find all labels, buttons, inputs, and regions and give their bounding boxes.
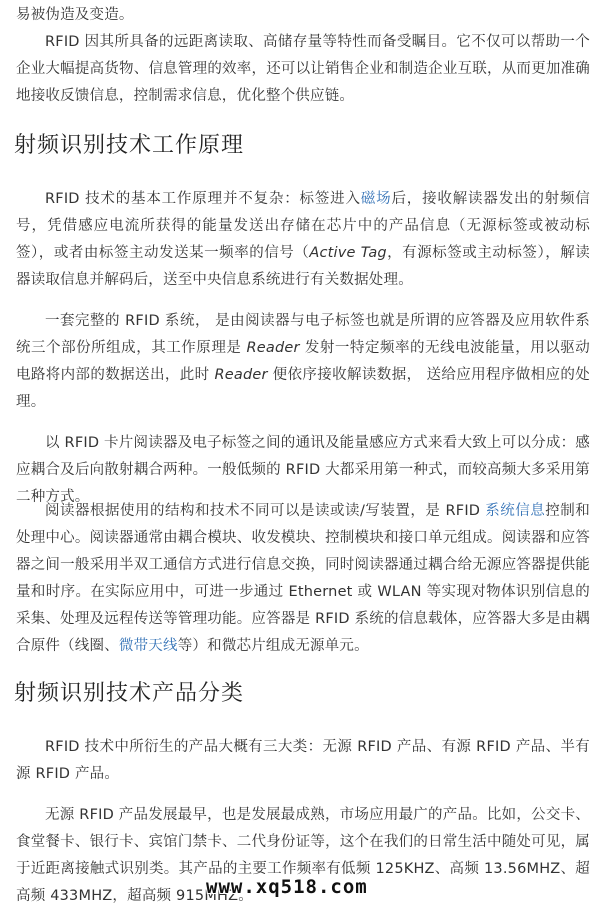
principle-text-b: 后，接收解读器发出的射频信号，凭借感应电流所获得的能量发送出存储在芯片中的产品信息（无源标签或被动标签），或者由标签主动发送某一频率的信号（: [16, 191, 590, 261]
principle-text-c: ，有源标签或主动标签），解读器读取信息并解码后，送至中央信息系统进行有关数据处理。: [16, 245, 590, 288]
reader-text-c: 等）和微芯片组成无源单元。: [177, 638, 369, 654]
heading-working-principle: 射频识别技术工作原理: [14, 133, 245, 158]
link-magnetic-field[interactable]: 磁场: [360, 191, 392, 207]
paragraph-rfid-features: RFID 因其所具备的远距离读取、高储存量等特性而备受瞩目。它不仅可以帮助一个企业大幅提高货物、信息管理的效率，还可以让销售企业和制造企业互联，从而更加准确地接收反馈信息，控制需求信息，优化整个供应链。: [16, 34, 590, 104]
paragraph-passive-rfid: 无源 RFID 产品发展最早，也是发展最成熟，市场应用最广的产品。比如，公交卡、食堂餐卡、银行卡、宾馆门禁卡、二代身份证等，这个在我们的日常生活中随处可见，属于近距离接触式识别类。其产品的主要工作频率有低频 125KHZ、高频 13.56MHZ、超高频 433MHZ，超高频 915MHZ。: [16, 807, 590, 904]
link-microstrip-antenna[interactable]: 微带天线: [118, 638, 178, 654]
link-system-info[interactable]: 系统信息: [485, 503, 546, 519]
system-text-b: 发射一特定频率的无线电波能量，用以驱动电路将内部的数据送出，此时: [16, 340, 591, 383]
principle-active-tag: Active Tag: [309, 245, 387, 261]
principle-text-a: RFID 技术的基本工作原理并不复杂：标签进入: [45, 191, 361, 207]
paragraph-product-types: RFID 技术中所衍生的产品大概有三大类：无源 RFID 产品、有源 RFID 产品、半有源 RFID 产品。: [16, 739, 590, 782]
paragraph-basic-principle: [16, 186, 590, 294]
system-text-a: 一套完整的 RFID 系统， 是由阅读器与电子标签也就是所谓的应答器及应用软件系统三个部份所组成，其工作原理是: [16, 313, 590, 356]
paragraph-intro-tail: 易被伪造及变造。: [16, 7, 134, 23]
system-reader-1: Reader: [246, 340, 300, 356]
paragraph-complete-system: [16, 308, 590, 416]
system-text-c: 便依序接收解读数据， 送给应用程序做相应的处理。: [16, 367, 590, 410]
heading-product-classification: 射频识别技术产品分类: [14, 681, 245, 706]
reader-text-a: 阅读器根据使用的结构和技术不同可以是读或读/写装置，是 RFID: [45, 503, 486, 519]
paragraph-coupling: 以 RFID 卡片阅读器及电子标签之间的通讯及能量感应方式来看大致上可以分成：感应耦合及后向散射耦合两种。一般低频的 RFID 大都采用第一种式，而较高频大多采用第二种方式。: [16, 435, 590, 505]
site-watermark: www.xq518.com: [206, 876, 368, 898]
paragraph-reader-structure: [16, 498, 590, 660]
system-reader-2: Reader: [214, 367, 268, 383]
reader-text-b: 控制和处理中心。阅读器通常由耦合模块、收发模块、控制模块和接口单元组成。阅读器和应答器之间一般采用半双工通信方式进行信息交换，同时阅读器通过耦合给无源应答器提供能量和时序。在实际应用中，可进一步通过 Ethernet 或 WLAN 等实现对物体识别信息的采集、处理及远程传送等管理功能。应答器是 RFID 系统的信息载体，应答器大多是由耦合原件（线圈、: [16, 503, 590, 654]
